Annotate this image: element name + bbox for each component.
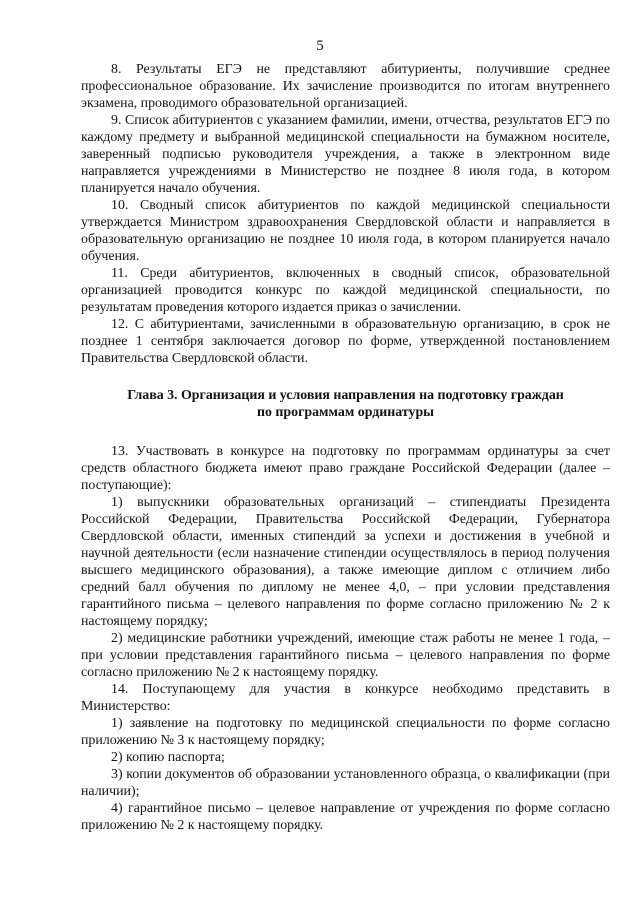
paragraph-8: 8. Результаты ЕГЭ не представляют абитуриенты, получившие среднее профессиональное образование. Их зачисление производится по итогам внутреннего экзамена, проводимого образовательной организацией.	[81, 62, 610, 111]
paragraph-11: 11. Среди абитуриентов, включенных в сводный список, образовательной организацией проводится конкурс по каждой медицинской специальности, по результатам проведения которого издается приказ о зачислении.	[81, 266, 610, 315]
paragraph-13: 13. Участвовать в конкурсе на подготовку по программам ординатуры за счет средств областного бюджета имеют право граждане Российской Федерации (далее – поступающие):	[81, 444, 610, 493]
paragraph-14-item-3: 3) копии документов об образовании установленного образца, о квалификации (при наличии);	[81, 767, 610, 799]
chapter-title	[81, 387, 610, 421]
paragraph-14-item-4: 4) гарантийное письмо – целевое направление от учреждения по форме согласно приложению № 2 к настоящему порядку.	[81, 801, 610, 833]
paragraph-10: 10. Сводный список абитуриентов по каждой медицинской специальности утверждается Министром здравоохранения Свердловской области и направляется в образовательную организацию не позднее 10 июля года, в котором планируется начало обучения.	[81, 198, 610, 264]
document-body	[81, 61, 610, 834]
chapter-title-line-2: по программам ординатуры	[256, 405, 435, 420]
paragraph-9: 9. Список абитуриентов с указанием фамилии, имени, отчества, результатов ЕГЭ по каждому предмету и выбранной медицинской специальности на бумажном носителе, заверенный подписью руководителя учреждения, а также в электронном виде направляется учреждениями в Министерство не позднее 8 июля года, в котором планируется начало обучения.	[81, 113, 610, 196]
page-number: 5	[316, 38, 324, 54]
paragraph-12: 12. С абитуриентами, зачисленными в образовательную организацию, в срок не позднее 1 сентября заключается договор по форме, утвержденной постановлением Правительства Свердловской области.	[81, 317, 610, 366]
paragraph-14: 14. Поступающему для участия в конкурсе необходимо представить в Министерство:	[81, 682, 610, 714]
paragraph-14-item-2: 2) копию паспорта;	[111, 750, 225, 765]
chapter-title-line-1: Глава 3. Организация и условия направления на подготовку граждан	[127, 388, 564, 403]
paragraph-14-item-1: 1) заявление на подготовку по медицинской специальности по форме согласно приложению № 3 к настоящему порядку;	[81, 716, 610, 748]
paragraph-13-item-1: 1) выпускники образовательных организаций – стипендиаты Президента Российской Федерации, Правительства Российской Федерации, Губернатора Свердловской области, именных стипендий за успехи и достижения в учебной и научной деятельности (если назначение стипендии осуществлялось в период получения высшего медицинского образования), а также имеющие диплом с отличием либо средний балл обучения по диплому не менее 4,0, – при условии представления гарантийного письма – целевого направления по форме согласно приложению № 2 к настоящему порядку;	[81, 495, 610, 629]
paragraph-13-item-2: 2) медицинские работники учреждений, имеющие стаж работы не менее 1 года, – при условии представления гарантийного письма – целевого направления по форме согласно приложению № 2 к настоящему порядку.	[81, 631, 610, 680]
